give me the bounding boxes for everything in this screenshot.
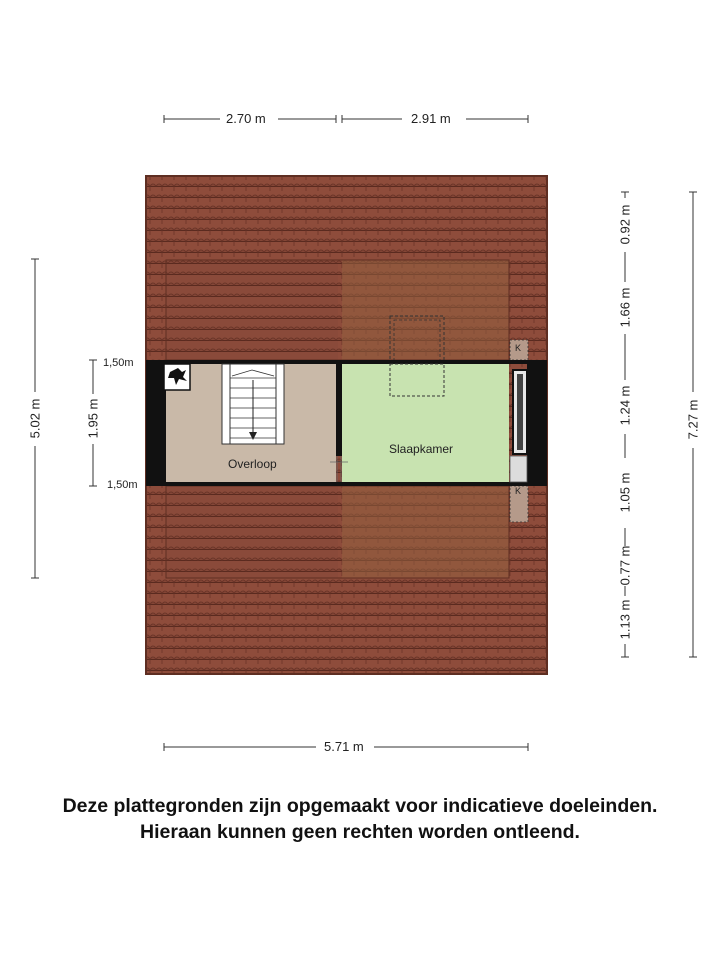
height-label-bottom: 1,50m: [107, 479, 138, 491]
dim-top-left: 2.70 m: [226, 111, 266, 126]
niche-right: [510, 456, 527, 482]
roof-panel-bottom-left: [166, 486, 338, 578]
dim-right-seg-2: 1.66 m: [617, 287, 633, 328]
room-label-landing: Overloop: [228, 457, 277, 471]
wall-left: [146, 360, 166, 486]
roof-panel-bottom-right: [342, 486, 509, 578]
dim-top-right: 2.91 m: [411, 111, 451, 126]
disclaimer-line-1: Deze plattegronden zijn opgemaakt voor indicatieve doeleinden.: [62, 795, 658, 817]
dim-left-outer: 5.02 m: [27, 398, 43, 439]
roof-panel-top-right: [342, 260, 509, 360]
disclaimer-line-2: Hieraan kunnen geen rechten worden ontleend.: [140, 821, 580, 843]
knee-wall-label-top: K: [515, 343, 522, 353]
height-label-top: 1,50m: [103, 357, 134, 369]
dim-right-seg-1: 0.92 m: [617, 204, 633, 245]
dim-right-seg-4: 1.05 m: [617, 472, 633, 513]
dim-bottom: 5.71 m: [324, 739, 364, 754]
dim-right-total: 7.27 m: [685, 399, 701, 440]
dim-left-inner: 1.95 m: [85, 398, 101, 439]
dim-right-seg-5: 0.77 m: [617, 545, 633, 586]
staircase: [222, 364, 284, 444]
roof-panel-top-left: [166, 260, 338, 360]
wall-right: [527, 360, 547, 486]
dim-right-seg-6: 1.13 m: [617, 599, 633, 640]
partition-wall: [336, 364, 342, 456]
room-label-bedroom: Slaapkamer: [389, 442, 454, 456]
knee-wall-label-bottom: K: [515, 486, 522, 496]
bedroom-floor: [342, 364, 509, 482]
dim-right-seg-3: 1.24 m: [617, 385, 633, 426]
